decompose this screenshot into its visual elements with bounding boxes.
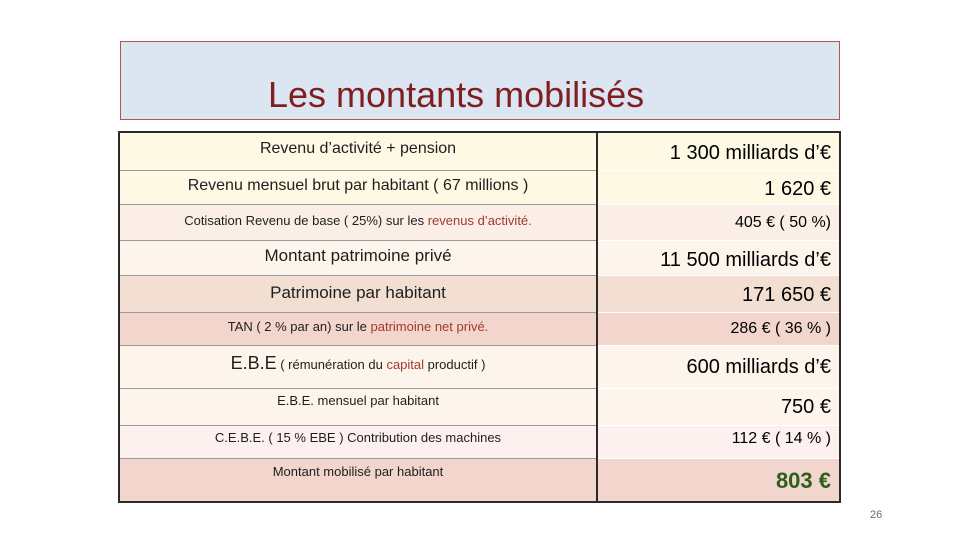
row-value: 11 500 milliards d’€ <box>660 249 831 271</box>
table-row <box>120 205 839 240</box>
row-label: Revenu mensuel brut par habitant ( 67 millions ) <box>187 177 529 194</box>
row-label: Montant patrimoine privé <box>264 246 452 265</box>
highlight-text: capital <box>386 357 425 372</box>
column-divider <box>596 133 598 501</box>
row-label: Revenu d’activité + pension <box>259 140 457 157</box>
highlight-text: patrimoine net privé. <box>370 319 489 334</box>
table-row <box>120 133 839 170</box>
amounts-table <box>118 131 841 503</box>
row-value: 1 620 € <box>764 178 831 200</box>
title-box <box>120 41 840 120</box>
row-value: 405 € ( 50 %) <box>734 214 831 231</box>
row-value: 1 300 milliards d’€ <box>669 142 831 164</box>
row-label: C.E.B.E. ( 15 % EBE ) Contribution des machines <box>214 430 502 445</box>
table-row <box>120 171 839 204</box>
page-number: 26 <box>870 509 883 521</box>
row-value: 112 € ( 14 % ) <box>731 430 831 447</box>
row-value: 286 € ( 36 % ) <box>730 320 831 337</box>
row-value: 600 milliards d’€ <box>686 356 831 378</box>
table-row <box>120 241 839 275</box>
total-value: 803 € <box>775 468 831 493</box>
row-label: TAN ( 2 % par an) sur le patrimoine net privé. <box>227 319 489 334</box>
table-row <box>120 426 839 458</box>
row-label: Patrimoine par habitant <box>270 283 446 302</box>
row-label: E.B.E. mensuel par habitant <box>277 393 439 408</box>
table-row <box>120 313 839 345</box>
table-row <box>120 459 839 503</box>
table-row <box>120 276 839 312</box>
row-label: Montant mobilisé par habitant <box>272 464 444 479</box>
row-value: 171 650 € <box>742 284 831 306</box>
page-title: Les montants mobilisés <box>268 74 645 115</box>
table-row <box>120 389 839 425</box>
row-label: E.B.E ( rémunération du capital productif ) <box>230 353 486 373</box>
highlight-text: revenus d’activité. <box>427 213 532 228</box>
row-label: Cotisation Revenu de base ( 25%) sur les revenus d’activité. <box>184 213 532 228</box>
row-value: 750 € <box>780 396 831 418</box>
table-row <box>120 346 839 388</box>
